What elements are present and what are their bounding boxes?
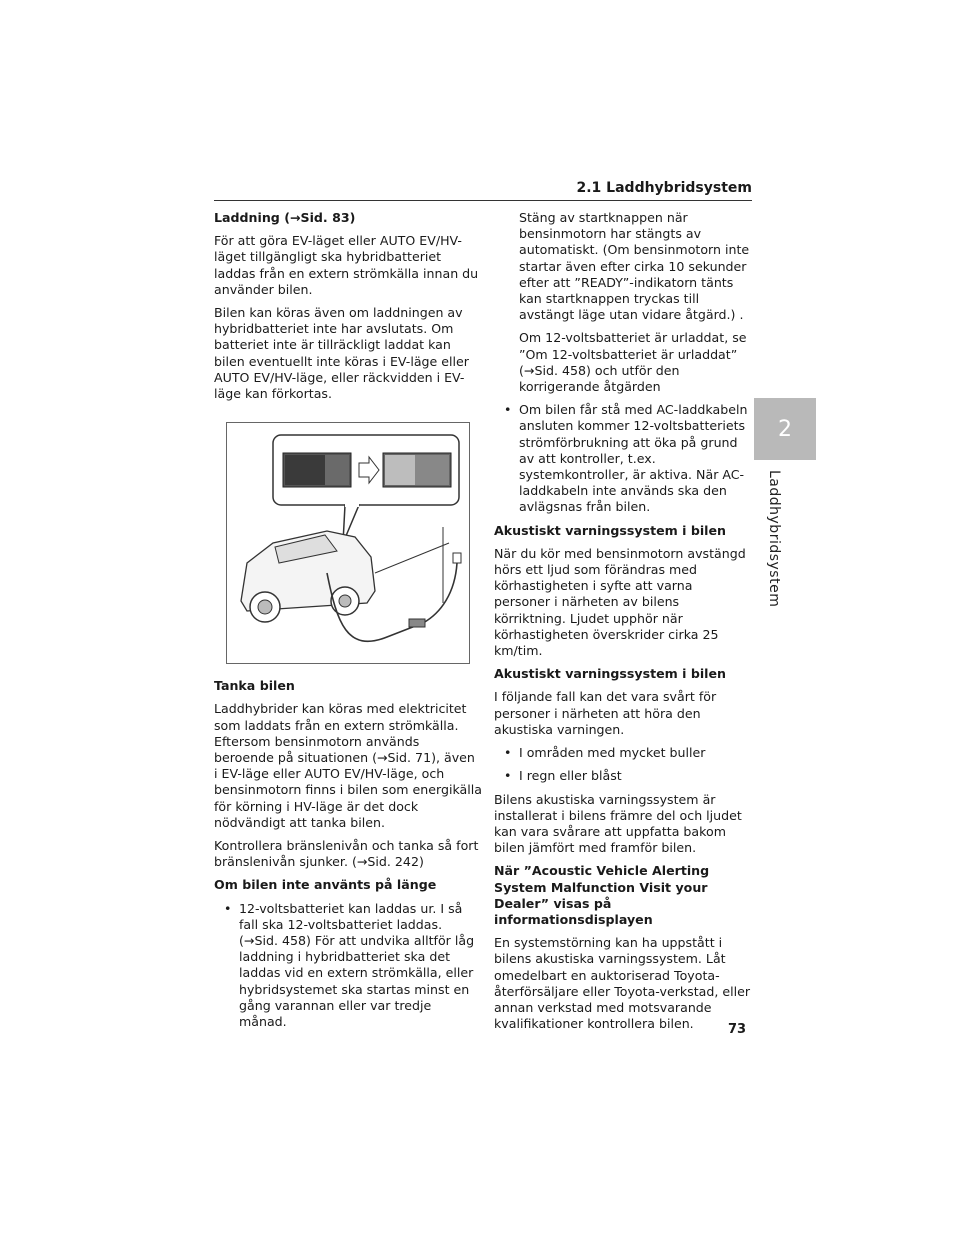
- paragraph: För att göra EV-läget eller AUTO EV/HV-läget tillgängligt ska hybridbatteriet laddas från en extern strömkälla innan du använder bilen.: [214, 233, 479, 297]
- heading-malfunction: När ”Acoustic Vehicle Alerting System Malfunction Visit your Dealer” visas på informationsdisplayen: [494, 863, 710, 927]
- list-item: • I regn eller blåst: [504, 768, 622, 784]
- page-number: 73: [728, 1022, 747, 1037]
- bullet-icon: •: [504, 768, 512, 784]
- heading-ej-anvand: Om bilen inte använts på länge: [214, 877, 437, 893]
- car-charging-drawing: [227, 423, 469, 663]
- chapter-title: Laddhybridsystem: [766, 470, 782, 608]
- paragraph: En systemstörning kan ha uppstått i bilens akustiska varningssystem. Låt omedelbart en auktoriserad Toyota-återförsäljare eller Toyota-verkstad, eller annan verkstad med motsvarande kvalifikationer kontrollera bilen.: [494, 935, 751, 1032]
- list-item: • Om bilen får stå med AC-laddkabeln ansluten kommer 12-voltsbatteriets strömförbrukning att öka på grund av att kontroller, t.ex. systemkontroller, är aktiva. När AC-laddkabeln inte används ska den avlägsnas från bilen.: [504, 402, 748, 515]
- left-column: [214, 210, 482, 1037]
- paragraph: I följande fall kan det vara svårt för personer i närheten att höra den akustiska varningen.: [494, 689, 717, 737]
- list-item: • I områden med mycket buller: [504, 745, 706, 761]
- bullet-icon: •: [504, 402, 512, 418]
- header-rule: [214, 200, 752, 201]
- heading-tanka: Tanka bilen: [214, 678, 295, 694]
- heading-akustiskt-2: Akustiskt varningssystem i bilen: [494, 666, 727, 682]
- paragraph: Om 12-voltsbatteriet är urladdat, se ”Om 12-voltsbatteriet är urladdat” (→Sid. 458) och utför den korrigerande åtgärden: [519, 330, 747, 395]
- right-column: [494, 210, 752, 1039]
- paragraph: Laddhybrider kan köras med elektricitet som laddats från en extern strömkälla. Eftersom bensinmotorn används beroende på situationen (→Sid. 71), även i EV-läge eller AUTO EV/HV-läge, och bensinmotorn finns i bilen som energikälla för körning i HV-läge är det dock nödvändigt att tanka bilen.: [214, 701, 482, 830]
- paragraph: Kontrollera bränslenivån och tanka så fort bränslenivån sjunker. (→Sid. 242): [214, 838, 479, 870]
- heading-laddning: Laddning (→Sid. 83): [214, 210, 356, 225]
- bullet-icon: •: [224, 900, 232, 916]
- paragraph: Bilens akustiska varningssystem är installerat i bilens främre del och ljudet kan vara svårare att uppfatta bakom bilen jämfört med framför bilen.: [494, 791, 742, 856]
- charging-illustration: [226, 422, 470, 664]
- section-header: 2.1 Laddhybridsystem: [576, 180, 752, 196]
- bullet-icon: •: [504, 745, 512, 761]
- list-item: • 12-voltsbatteriet kan laddas ur. I så fall ska 12-voltsbatteriet laddas. (→Sid. 458) För att undvika alltför låg laddning i hybridbatteriet ska det laddas vid en extern strömkälla, eller hybridsystemet ska startas minst en gång varannan eller var tredje månad.: [224, 900, 475, 1030]
- paragraph: Stäng av startknappen när bensinmotorn har stängts av automatiskt. (Om bensinmotorn inte startar även efter cirka 10 sekunder efter att ”READY”-indikatorn tänts kan startknappen tryckas till avstängt läge utan vidare åtgärd.) .: [519, 210, 750, 323]
- heading-akustiskt: Akustiskt varningssystem i bilen: [494, 522, 727, 538]
- chapter-tab: 2: [754, 398, 816, 460]
- paragraph: När du kör med bensinmotorn avstängd hörs ett ljud som förändras med körhastigheten i syfte att varna personer i närheten av bilens körriktning. Ljudet upphör när körhastigheten överskrider cirka 25 km/tim.: [494, 545, 746, 659]
- paragraph: Bilen kan köras även om laddningen av hybridbatteriet inte har avslutats. Om batteriet inte är tillräckligt laddat kan bilen eventuellt inte köras i EV-läge eller AUTO EV/HV-läge, eller räckvidden i EV-läge kan förkortas.: [214, 305, 469, 402]
